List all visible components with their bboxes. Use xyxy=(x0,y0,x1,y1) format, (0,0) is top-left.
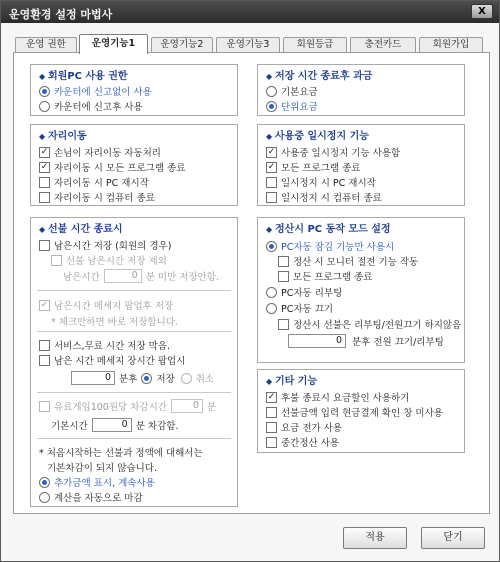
save-remaining-checkbox[interactable]: 남은시간 저장 (회원의 경우) xyxy=(39,238,171,252)
checkbox-checked-icon: ✓ xyxy=(267,391,276,402)
end-option-auto-close[interactable]: 계산을 자동으로 마감 xyxy=(39,490,143,504)
radio-icon[interactable] xyxy=(181,373,192,384)
pause-panel xyxy=(257,124,465,206)
base-deduct-note-1: * 처음시작하는 선불과 정액에 대해서는 xyxy=(39,448,203,459)
seat-move-restart-pc-checkbox[interactable]: 자리이동 시 PC 재시작 xyxy=(39,175,149,189)
billing-after-save-title: ◆ 저장 시간 종료후 과금 xyxy=(266,71,373,82)
remaining-minutes-input[interactable]: 0 xyxy=(104,269,142,283)
checkbox-checked-icon: ✓ xyxy=(40,161,49,172)
window-title: 운영환경 설정 마법사 xyxy=(9,8,113,21)
close-window-button[interactable]: X xyxy=(471,4,493,19)
radio-icon xyxy=(266,86,277,97)
radio-icon xyxy=(266,287,277,298)
base-deduct-input[interactable]: 0 xyxy=(92,418,132,432)
checkbox-icon xyxy=(39,192,50,203)
billing-option-base-rate[interactable]: 기본요금 xyxy=(266,84,318,98)
checkbox-checked-icon: ✓ xyxy=(267,161,276,172)
radio-selected-icon xyxy=(266,101,277,112)
paid-game-minutes-input[interactable]: 0 xyxy=(171,399,203,413)
diamond-icon: ◆ xyxy=(39,72,46,81)
settle-close-programs-checkbox[interactable]: 모든 프로그램 종료 xyxy=(278,269,372,283)
pause-close-programs-checkbox[interactable]: ✓ 모든 프로그램 종료 xyxy=(267,161,361,174)
diamond-icon: ◆ xyxy=(266,132,273,141)
tab-operation-permission[interactable]: 운영 권한 xyxy=(15,37,77,53)
radio-selected-icon xyxy=(39,477,50,488)
title-bar xyxy=(1,1,499,23)
settle-prepaid-no-reboot-checkbox[interactable]: 정산시 선불은 리부팅/전원끄기 하지않음 xyxy=(278,317,461,331)
fee-transfer-checkbox[interactable]: 요금 전가 사용 xyxy=(266,420,342,434)
radio-icon xyxy=(39,101,50,112)
checkbox-checked-icon: ✓ xyxy=(40,146,49,157)
settle-minutes-row: 0 분후 전원 끄기/리부팅 xyxy=(288,334,444,348)
diamond-icon: ◆ xyxy=(39,132,46,141)
end-option-continue[interactable]: 추가금액 표시, 계속사용 xyxy=(39,475,155,489)
interim-settlement-checkbox[interactable]: 중간정산 사용 xyxy=(266,435,339,449)
etc-panel xyxy=(257,369,465,453)
pc-use-permission-title: ◆ 회원PC 사용 권한 xyxy=(39,71,128,82)
checkbox-icon xyxy=(39,355,50,366)
billing-option-unit-rate[interactable]: 단위요금 xyxy=(266,99,318,113)
pause-title: ◆ 사용중 일시정지 기능 xyxy=(266,131,369,142)
seat-move-title: ◆ 자리이동 xyxy=(39,131,87,142)
checkbox-icon xyxy=(39,340,50,351)
checkbox-icon xyxy=(266,177,277,188)
checkbox-icon xyxy=(278,256,289,267)
seat-move-panel xyxy=(30,124,238,206)
checkbox-icon xyxy=(266,437,277,448)
radio-icon xyxy=(266,303,277,314)
tab-bar xyxy=(13,37,489,53)
postpaid-discount-checkbox[interactable]: ✓ 후불 종료시 요금할인 사용하기 xyxy=(267,391,410,404)
pc-use-option-report[interactable]: 카운터에 신고후 사용 xyxy=(39,99,143,113)
checkbox-icon xyxy=(278,319,289,330)
settle-pc-mode-panel xyxy=(257,217,465,363)
radio-selected-icon[interactable] xyxy=(141,373,152,384)
long-popup-save-option[interactable]: 저장 xyxy=(156,374,175,385)
settle-monitor-saver-checkbox[interactable]: 정산 시 모니터 절전 기능 작동 xyxy=(278,254,418,268)
pc-use-option-no-report[interactable]: 카운터에 신고없이 사용 xyxy=(39,84,152,98)
seat-move-shutdown-checkbox[interactable]: 자리이동 시 컴퓨터 종료 xyxy=(39,190,155,204)
radio-selected-icon xyxy=(266,241,277,252)
pause-shutdown-checkbox[interactable]: 일시정지 시 컴퓨터 종료 xyxy=(266,190,382,204)
checkbox-checked-icon: ✓ xyxy=(40,299,49,310)
paid-game-deduct-row: 유료게임100원당 차감시간 0 분 xyxy=(39,399,216,413)
exclude-prepaid-save-checkbox[interactable]: 선불 남은시간 저장 제외 xyxy=(51,253,167,267)
diamond-icon: ◆ xyxy=(266,225,273,234)
tab-operation-function-2[interactable]: 운영기능2 xyxy=(151,37,213,53)
base-deduct-row: 기본시간 0 분 차감함. xyxy=(51,419,179,432)
popup-save-checkbox[interactable]: ✓ 남은시간 메세지 팝업후 저장 xyxy=(40,299,174,312)
settle-pc-mode-title: ◆ 정산시 PC 동작 모드 설정 xyxy=(266,224,391,235)
tab-member-grade[interactable]: 회원등급 xyxy=(283,37,347,53)
apply-button[interactable]: 적용 xyxy=(343,527,407,549)
tab-operation-function-3[interactable]: 운영기능3 xyxy=(216,37,280,53)
checkbox-icon xyxy=(266,407,277,418)
radio-icon xyxy=(39,492,50,503)
radio-selected-icon xyxy=(39,86,50,97)
settle-option-auto-lock[interactable]: PC자동 잠김 기능만 사용시 xyxy=(266,239,394,253)
prepaid-end-panel xyxy=(30,217,238,507)
popup-note: * 체크안하면 바로 저장합니다. xyxy=(51,317,178,328)
remaining-minutes-row: 남은시간 0 분 미만 저장안함. xyxy=(63,270,220,283)
diamond-icon: ◆ xyxy=(39,225,46,234)
tab-operation-function-1[interactable]: 운영기능1 xyxy=(79,34,148,54)
base-deduct-note-2: 기본차감이 되지 않습니다. xyxy=(47,463,158,474)
close-button[interactable]: 닫기 xyxy=(421,527,485,549)
divider xyxy=(37,392,231,393)
long-popup-options-row: 0 분후 저장 취소 xyxy=(71,371,214,385)
checkbox-icon xyxy=(278,271,289,282)
divider xyxy=(37,438,231,439)
checkbox-icon xyxy=(266,192,277,203)
prepaid-end-title: ◆ 선불 시간 종료시 xyxy=(39,224,123,235)
diamond-icon: ◆ xyxy=(266,72,273,81)
checkbox-icon xyxy=(266,422,277,433)
prepaid-cash-confirm-checkbox[interactable]: 선불금액 입력 현금결제 확인 창 미사용 xyxy=(266,405,443,419)
pause-restart-pc-checkbox[interactable]: 일시정지 시 PC 재시작 xyxy=(266,175,376,189)
checkbox-checked-icon: ✓ xyxy=(267,146,276,157)
diamond-icon: ◆ xyxy=(266,377,273,386)
billing-after-save-panel xyxy=(257,64,465,116)
checkbox-icon[interactable] xyxy=(39,401,50,412)
tab-member-signup[interactable]: 회원가입 xyxy=(419,37,483,53)
divider xyxy=(37,290,231,291)
long-popup-checkbox[interactable]: 남은 시간 메세지 장시간 팝업시 xyxy=(39,353,185,367)
long-popup-cancel-option[interactable]: 취소 xyxy=(195,374,215,385)
seat-move-close-programs-checkbox[interactable]: ✓ 자리이동 시 모든 프로그램 종료 xyxy=(40,161,186,174)
settle-option-power-off[interactable]: PC자동 끄기 xyxy=(266,301,333,315)
settle-option-reboot[interactable]: PC자동 리부팅 xyxy=(266,285,342,299)
seat-move-auto-checkbox[interactable]: ✓ 손님이 자리이동 자동처리 xyxy=(40,146,161,159)
tab-content xyxy=(13,52,490,514)
checkbox-icon xyxy=(39,240,50,251)
popup-minutes-input[interactable]: 0 xyxy=(71,371,115,385)
checkbox-icon xyxy=(39,177,50,188)
pause-enable-checkbox[interactable]: ✓ 사용중 일시정지 기능 사용함 xyxy=(267,146,401,159)
tab-charge-card[interactable]: 충전카드 xyxy=(350,37,416,53)
settle-minutes-input[interactable]: 0 xyxy=(288,334,346,348)
etc-title: ◆ 기타 기능 xyxy=(266,376,318,387)
service-block-checkbox[interactable]: 서비스,무료 시간 저장 막음. xyxy=(39,338,170,352)
checkbox-icon xyxy=(51,255,62,266)
divider xyxy=(37,331,231,332)
pc-use-permission-panel xyxy=(30,64,238,116)
